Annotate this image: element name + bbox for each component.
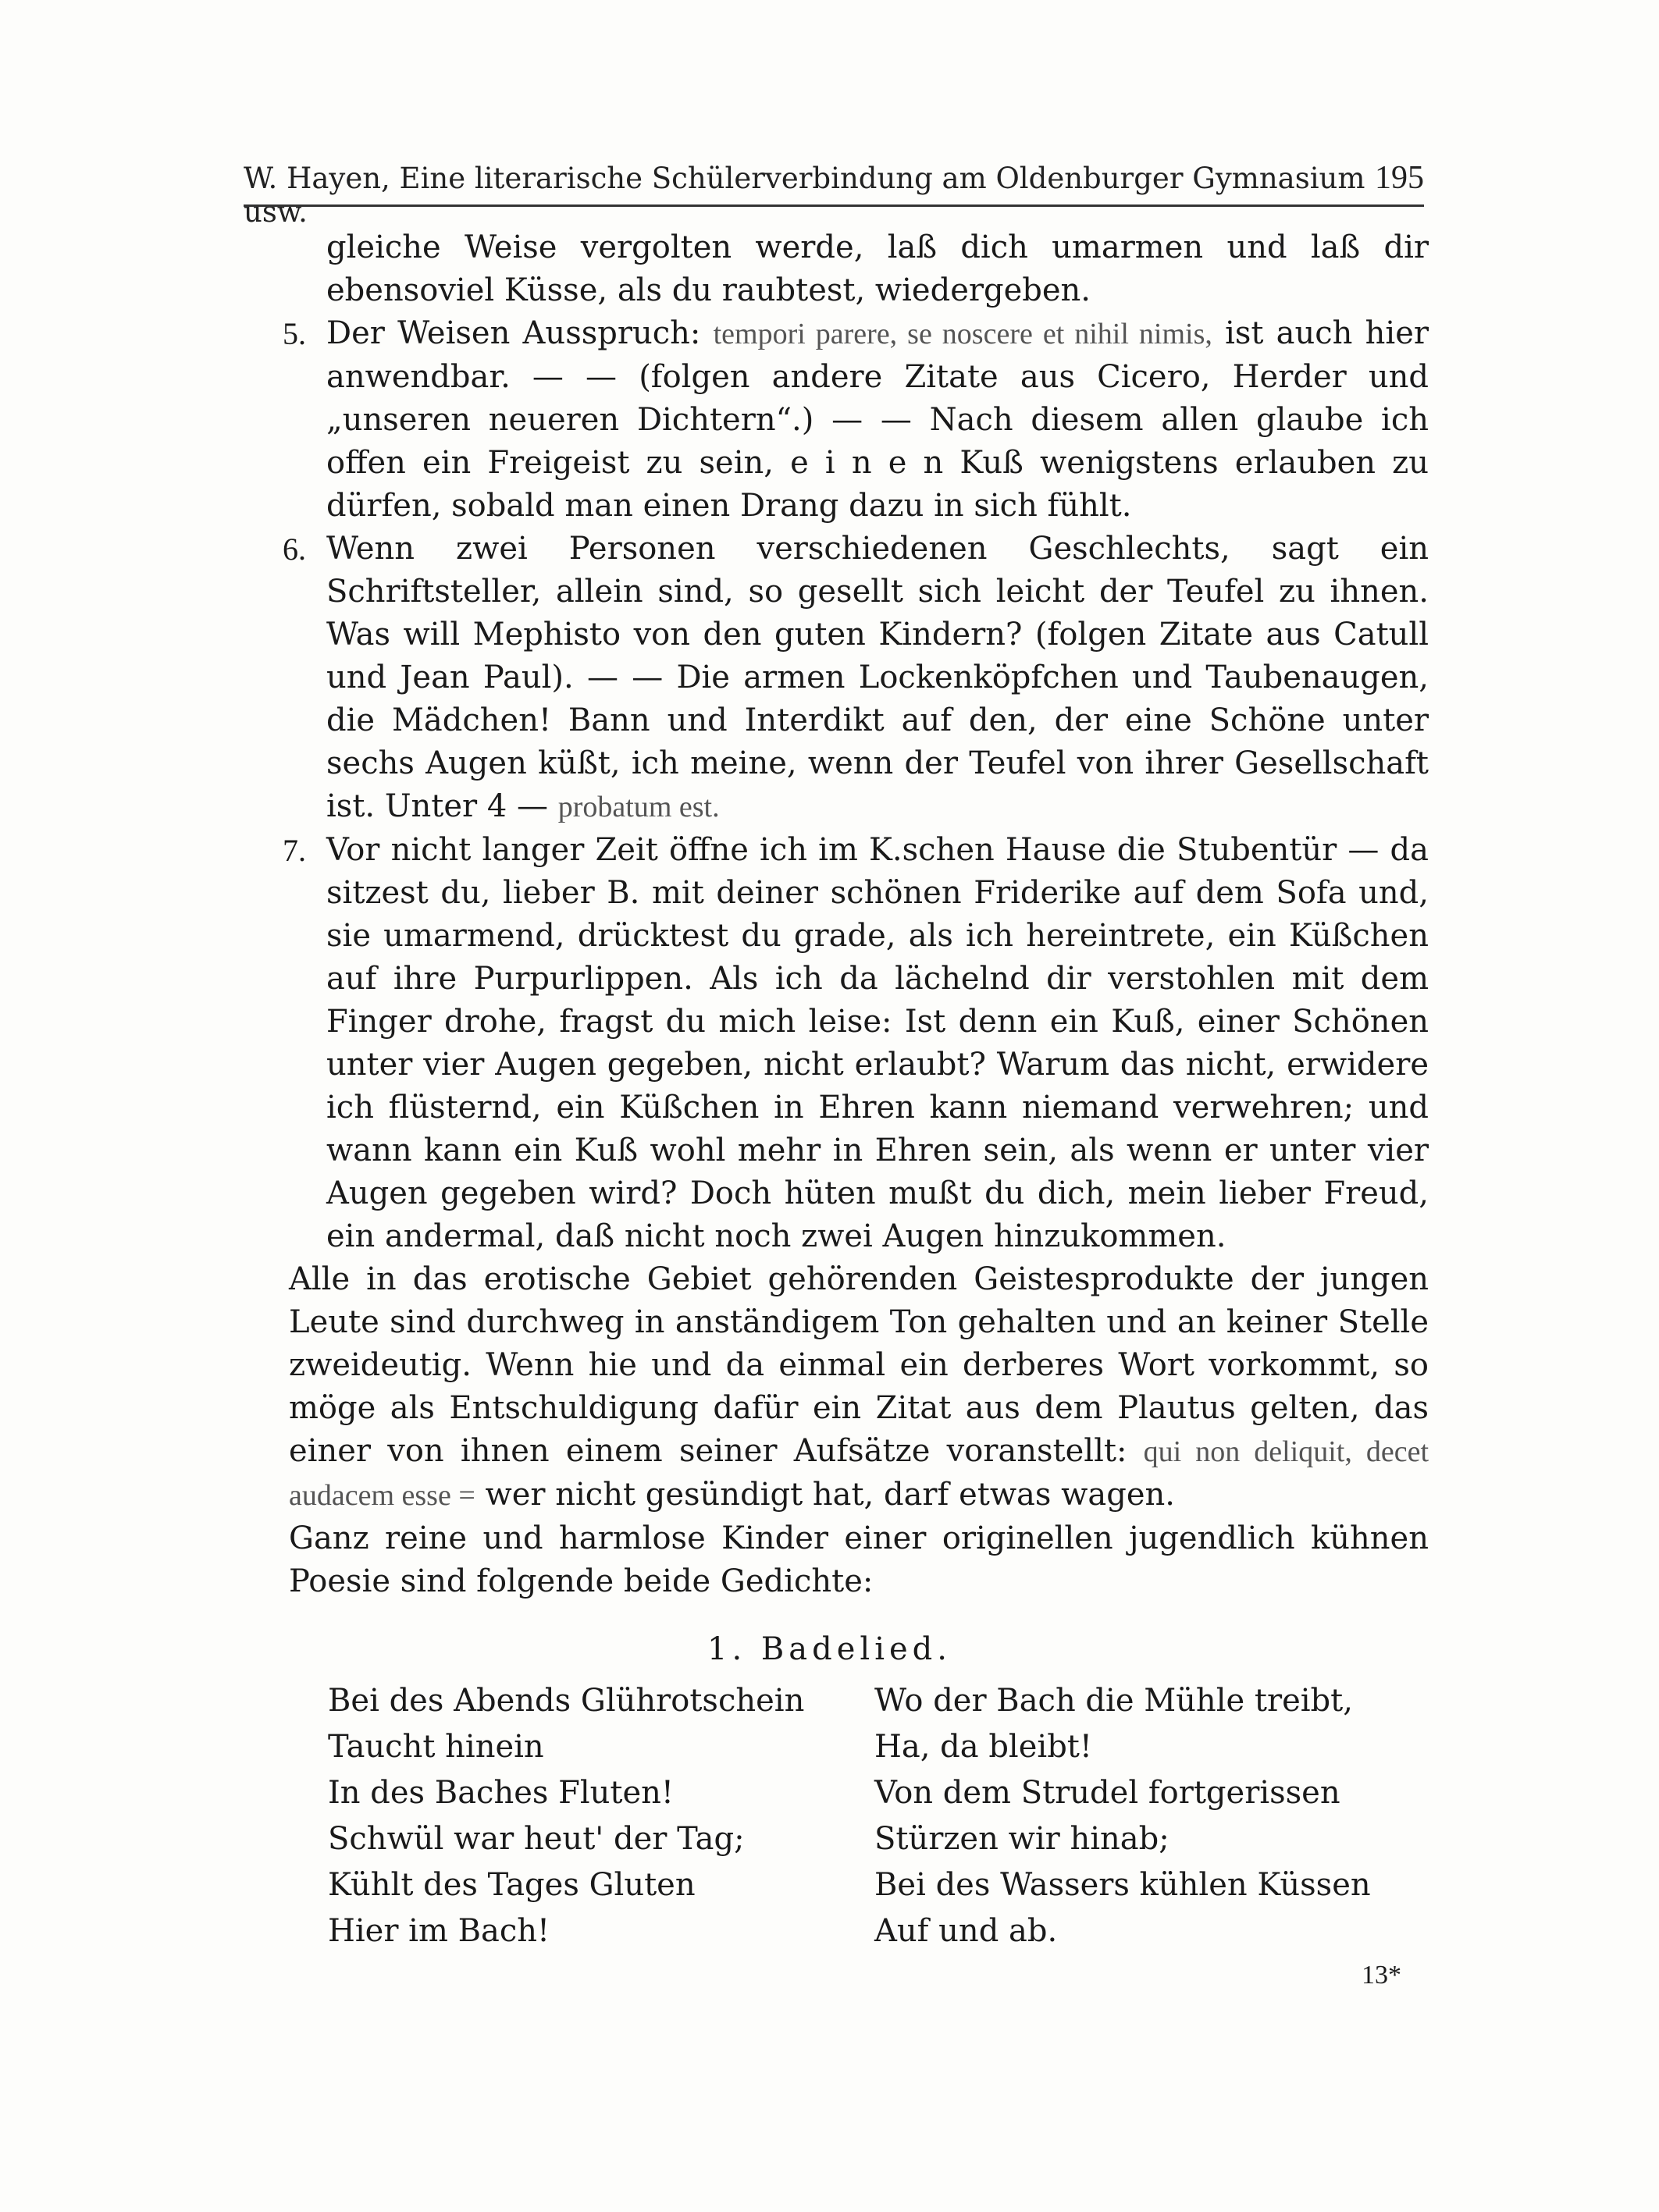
latin-quote: qui non deliquit, decet audacem esse = — [289, 1435, 1429, 1512]
list-item-6 — [283, 528, 1429, 829]
paragraph-text: wer nicht gesündigt hat, darf etwas wagen. — [485, 1477, 1175, 1513]
poem-line: Stürzen wir hinab; — [874, 1821, 1169, 1857]
paragraph-poems-intro — [289, 1517, 1429, 1603]
poem-line: Auf und ab. — [874, 1913, 1058, 1949]
poem-line: In des Baches Fluten! — [328, 1775, 675, 1811]
list-item-continuation — [289, 226, 1429, 312]
item-number: 5. — [283, 316, 306, 351]
poem-line: Wo der Bach die Mühle treibt, — [874, 1683, 1353, 1719]
main-text — [283, 226, 1429, 1603]
poem — [328, 1678, 1421, 1954]
item-text: gleiche Weise vergolten werde, laß dich umarmen und laß dir ebensoviel Küsse, als du raubtest, wiedergeben. — [326, 229, 1429, 308]
page-number: 195 — [1375, 160, 1424, 196]
running-header — [244, 159, 1424, 229]
signature-mark: 13* — [1362, 1961, 1401, 1990]
item-text: Wenn zwei Personen verschiedenen Geschlechts, sagt ein Schriftsteller, allein sind, so gesellt sich leicht der Teufel zu ihnen. Was will Mephisto von den guten Kindern? (folgen Zitate aus Catull und Jean Paul). — — Die armen Lockenköpfchen und Taubenaugen, die Mädchen! Bann und Interdikt auf den, der eine Schöne unter sechs Augen küßt, ich meine, wenn der Teufel von ihrer Gesellschaft ist. Unter 4 — — [326, 531, 1429, 824]
paragraph-text: Alle in das erotische Gebiet gehörenden Geistesprodukte der jungen Leute sind durchweg in anständigem Ton gehalten und an keiner Stelle zweideutig. Wenn hie und da einmal ein derberes Wort vorkommt, so möge als Entschuldigung dafür ein Zitat aus dem Plautus gelten, das einer von ihnen einem seiner Aufsätze voranstellt: — [289, 1261, 1429, 1469]
list-item-7 — [283, 829, 1429, 1258]
header-rule — [244, 204, 1424, 207]
list-item-5 — [283, 312, 1429, 528]
poem-line: Bei des Abends Glührotschein — [328, 1683, 805, 1719]
poem-line: Bei des Wassers kühlen Küssen — [874, 1867, 1371, 1903]
item-text: Vor nicht langer Zeit öffne ich im K.schen Hause die Stubentür — da sitzest du, lieber B. mit deiner schönen Friderike auf dem Sofa und, sie umarmend, drücktest du grade, als ich hereintrete, ein Küßchen auf ihre Purpurlippen. Als ich da lächelnd dir verstohlen mit dem Finger drohe, fragst du mich leise: Ist denn ein Kuß, einer Schönen unter vier Augen gegeben, nicht erlaubt? Warum das nicht, erwidere ich flüsternd, ein Küßchen in Ehren kann niemand verwehren; und wann kann ein Kuß wohl mehr in Ehren sein, als wenn er unter vier Augen gegeben wird? Doch hüten mußt du dich, mein lieber Freud, ein andermal, daß nicht noch zwei Augen hinzukommen. — [326, 832, 1429, 1254]
latin-quote: probatum est. — [557, 791, 720, 823]
poem-right-column — [874, 1678, 1421, 1954]
latin-quote: tempori parere, se noscere et nihil nimis, — [713, 318, 1212, 350]
item-text: ist auch hier anwendbar. — — (folgen andere Zitate aus Cicero, Herder und „unseren neueren Dichtern“.) — — Nach diesem allen glaube ich offen ein Freigeist zu sein, e i n e n Kuß wenigstens erlauben zu dürfen, sobald man einen Drang dazu in sich fühlt. — [326, 315, 1429, 524]
paragraph-text: Ganz reine und harmlose Kinder einer originellen jugendlich kühnen Poesie sind folgende beide Gedichte: — [289, 1520, 1429, 1599]
poem-title: 1. Badelied. — [707, 1631, 952, 1667]
item-number: 7. — [283, 833, 306, 868]
poem-line: Taucht hinein — [328, 1729, 544, 1765]
paragraph-erotic-products — [289, 1258, 1429, 1517]
poem-line: Kühlt des Tages Gluten — [328, 1867, 696, 1903]
item-text: Der Weisen Ausspruch: — [326, 315, 701, 351]
item-number: 6. — [283, 532, 306, 567]
poem-line: Ha, da bleibt! — [874, 1729, 1092, 1765]
running-title: W. Hayen, Eine literarische Schülerverbindung am Oldenburger Gymnasium usw. — [244, 162, 1365, 229]
poem-line: Schwül war heut' der Tag; — [328, 1821, 745, 1857]
poem-left-column — [328, 1678, 874, 1954]
poem-line: Hier im Bach! — [328, 1913, 550, 1949]
poem-line: Von dem Strudel fortgerissen — [874, 1775, 1340, 1811]
